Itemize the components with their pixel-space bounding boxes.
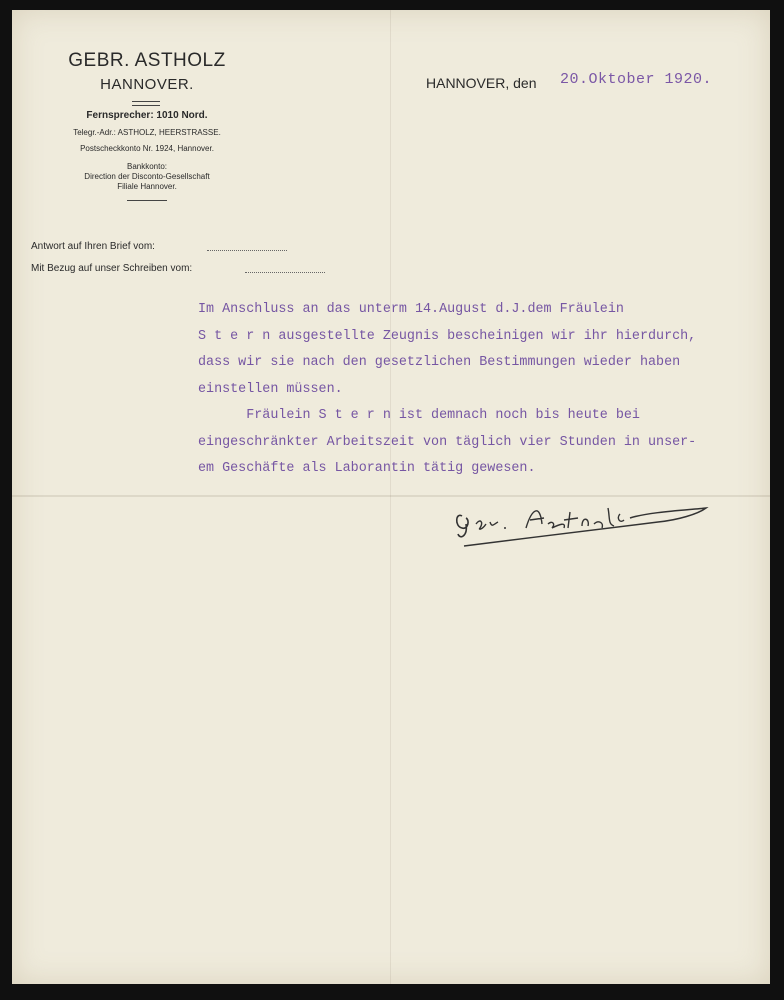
dateline-place: HANNOVER, den	[426, 75, 537, 91]
letterhead-firm-name: GEBR. ASTHOLZ	[68, 50, 226, 71]
body-line: dass wir sie nach den gesetzlichen Bestimmungen wieder haben	[198, 355, 681, 370]
letter-sheet	[12, 10, 770, 984]
letterhead-double-rule	[132, 101, 160, 106]
body-line: eingeschränkter Arbeitszeit von täglich vier Stunden in unser-	[198, 434, 697, 450]
reply-reference-label: Antwort auf Ihren Brief vom:	[31, 241, 155, 252]
letterhead-postal-account: Postscheckkonto Nr. 1924, Hannover.	[80, 144, 214, 153]
bank-name: Direction der Disconto-Gesellschaft	[84, 172, 210, 181]
letterhead-bank-block	[52, 162, 242, 192]
our-reference-dotted-line	[245, 272, 325, 273]
body-line: Im Anschluss an das unterm 14.August d.J.dem Fräulein	[198, 302, 624, 317]
body-line: em Geschäfte als Laborantin tätig gewesen.	[198, 461, 536, 476]
dateline-date: 20.Oktober 1920.	[560, 71, 713, 88]
body-line: S t e r n ausgestellte Zeugnis bescheinigen wir ihr hierdurch,	[198, 328, 697, 344]
body-line: Fräulein S t e r n ist demnach noch bis heute bei	[198, 408, 640, 423]
letterhead-phone: Fernsprecher: 1010 Nord.	[86, 110, 208, 121]
letterhead-ornament-rule	[127, 200, 167, 201]
bank-label: Bankkonto:	[126, 162, 168, 171]
letterhead-city: HANNOVER.	[100, 76, 194, 93]
fold-line-vertical	[390, 10, 391, 984]
letter-body	[198, 297, 768, 483]
our-reference-label: Mit Bezug auf unser Schreiben vom:	[31, 263, 193, 274]
handwritten-signature	[448, 494, 718, 554]
bank-branch: Filiale Hannover.	[117, 182, 177, 191]
body-line: einstellen müssen.	[198, 381, 343, 397]
reply-reference-dotted-line	[207, 250, 287, 251]
letterhead-telegram-address: Telegr.-Adr.: ASTHOLZ, HEERSTRASSE.	[73, 128, 221, 137]
